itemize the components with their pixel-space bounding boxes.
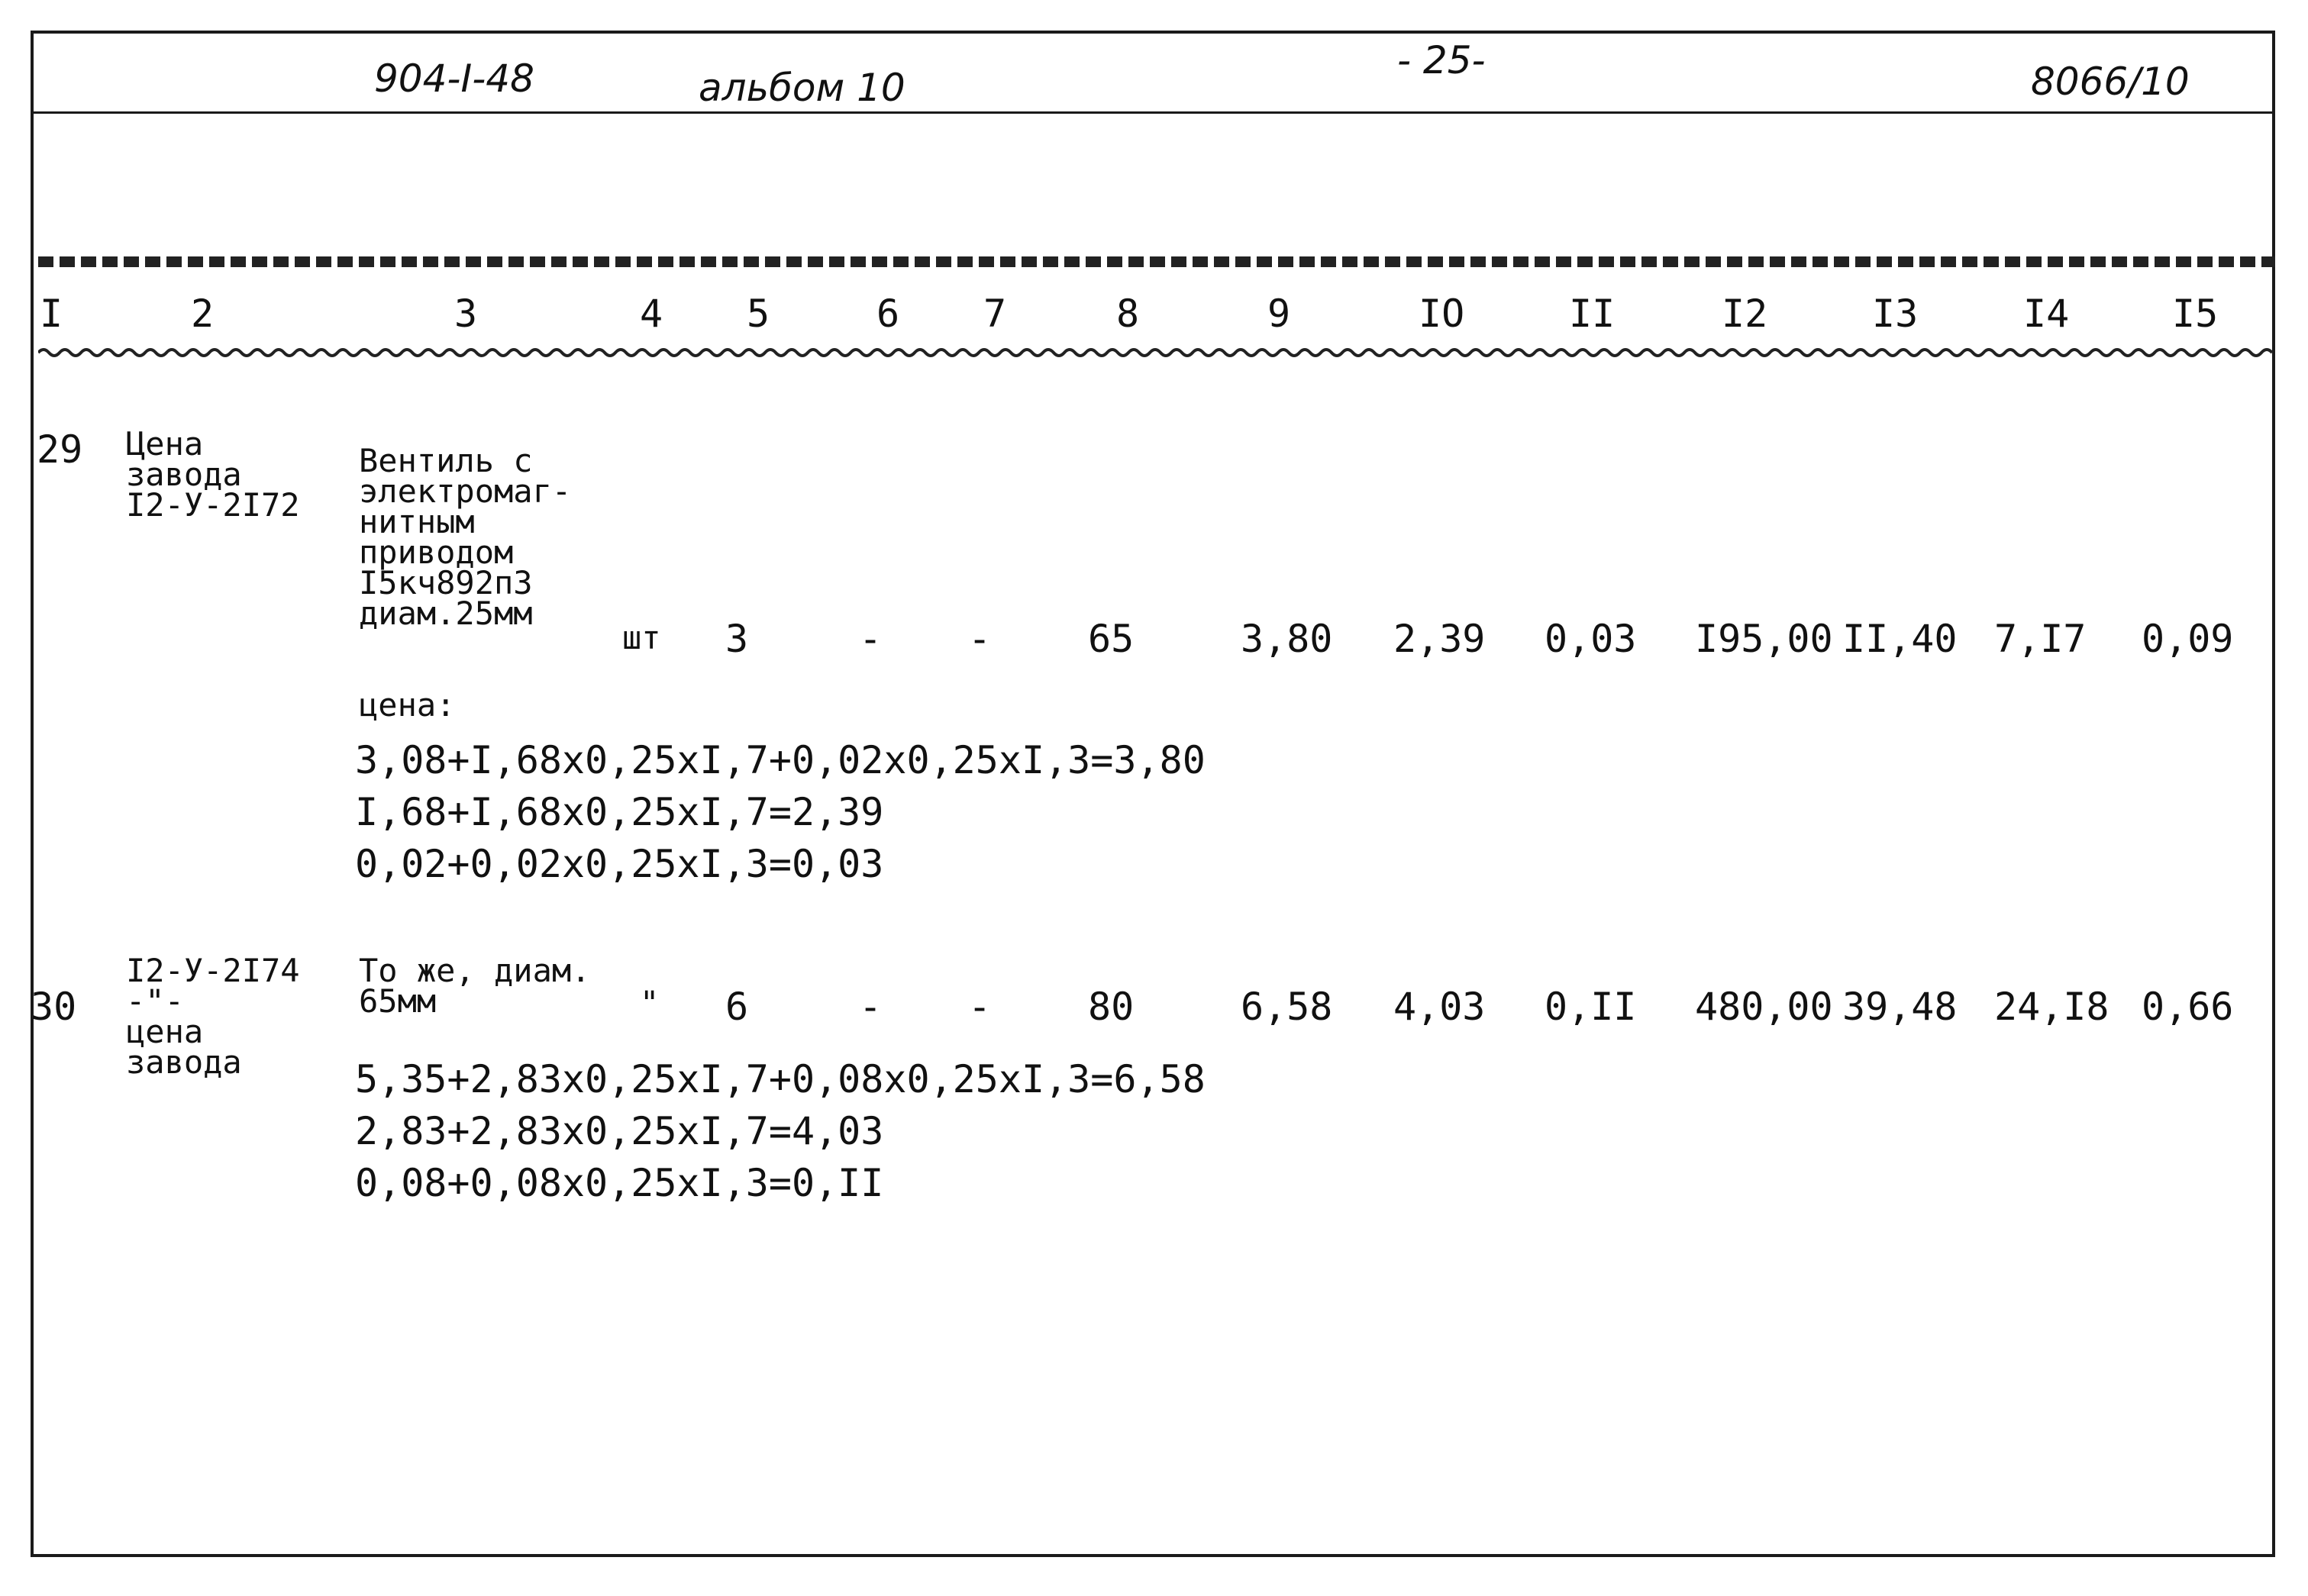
col8-cell: 80 xyxy=(1088,985,1135,1029)
col11-cell: 0,03 xyxy=(1545,617,1637,661)
unit-cell: шт xyxy=(622,619,661,656)
price-calculation: 3,08+I,68x0,25xI,7+0,02x0,25xI,3=3,80 I,68+I,68x0,25xI,7=2,39 0,02+0,02x0,25xI,3=0,03 xyxy=(355,738,1206,886)
col11-cell: 0,II xyxy=(1545,985,1637,1029)
col8-cell: 65 xyxy=(1088,617,1135,661)
column-number: 5 xyxy=(747,292,770,336)
col13-cell: 39,48 xyxy=(1842,985,1958,1029)
col9-cell: 6,58 xyxy=(1241,985,1333,1029)
price-calculation: 5,35+2,83x0,25xI,7+0,08x0,25xI,3=6,58 2,83+2,83x0,25xI,7=4,03 0,08+0,08x0,25xI,3=0,II xyxy=(355,1057,1206,1205)
col14-cell: 24,I8 xyxy=(1994,985,2109,1029)
column-header-wavy-rule xyxy=(38,345,2275,360)
col6-cell: - xyxy=(859,617,883,661)
col7-cell: - xyxy=(968,617,992,661)
sheet-number: 8066/10 xyxy=(2031,60,2190,104)
album-label: альбом 10 xyxy=(699,66,905,110)
quantity-cell: 3 xyxy=(725,617,749,661)
column-number: I5 xyxy=(2172,292,2219,336)
quantity-cell: 6 xyxy=(725,985,749,1029)
row-number: 29 xyxy=(37,427,83,472)
frame-top-border xyxy=(31,31,2275,34)
column-number: IO xyxy=(1419,292,1465,336)
frame-bottom-border xyxy=(31,1554,2275,1557)
page-number: - 25- xyxy=(1397,38,1486,82)
unit-cell: " xyxy=(640,984,660,1021)
row-number: 30 xyxy=(31,985,77,1029)
item-name: То же, диам. 65мм xyxy=(359,952,591,1020)
column-number: 8 xyxy=(1116,292,1140,336)
column-number: I xyxy=(40,292,63,336)
column-number: II xyxy=(1569,292,1616,336)
col12-cell: I95,00 xyxy=(1695,617,1833,661)
column-number: 2 xyxy=(191,292,215,336)
col10-cell: 4,03 xyxy=(1393,985,1486,1029)
col9-cell: 3,80 xyxy=(1241,617,1333,661)
calc-label: цена: xyxy=(359,686,456,724)
price-source: Цена завода I2-У-2I72 xyxy=(126,425,300,524)
column-number: I3 xyxy=(1872,292,1919,336)
column-number: 3 xyxy=(454,292,478,336)
col13-cell: II,40 xyxy=(1842,617,1958,661)
column-header-dashed-line xyxy=(38,256,2275,267)
column-number: 4 xyxy=(640,292,663,336)
col7-cell: - xyxy=(968,985,992,1029)
frame-left-border xyxy=(31,31,34,1557)
column-number: 9 xyxy=(1267,292,1291,336)
col12-cell: 480,00 xyxy=(1695,985,1833,1029)
column-number: 6 xyxy=(876,292,900,336)
price-source: I2-У-2I74 -"- цена завода xyxy=(126,952,300,1081)
column-number: 7 xyxy=(983,292,1007,336)
doc-code: 904-I-48 xyxy=(374,56,534,101)
item-name: Вентиль с электромаг- нитным приводом I5кч892п3 диам.25мм xyxy=(359,442,572,632)
col6-cell: - xyxy=(859,985,883,1029)
column-number: I4 xyxy=(2023,292,2070,336)
column-number: I2 xyxy=(1722,292,1768,336)
frame-header-rule xyxy=(31,111,2275,114)
col15-cell: 0,66 xyxy=(2142,985,2234,1029)
col10-cell: 2,39 xyxy=(1393,617,1486,661)
col15-cell: 0,09 xyxy=(2142,617,2234,661)
col14-cell: 7,I7 xyxy=(1994,617,2087,661)
